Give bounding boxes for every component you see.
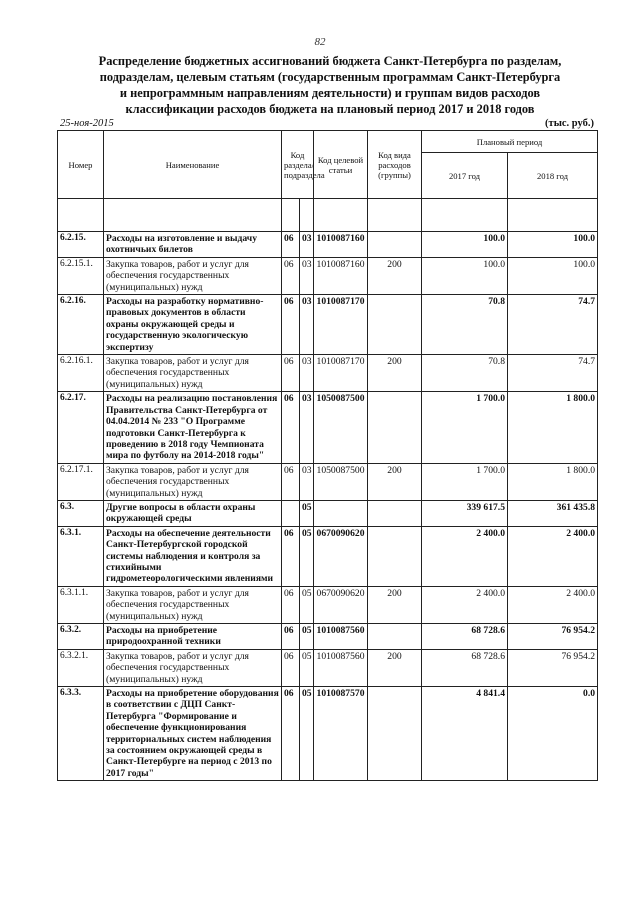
table-row bbox=[58, 232, 598, 258]
row-subsection-code: 03 bbox=[300, 257, 314, 294]
row-section-code: 06 bbox=[282, 295, 300, 355]
row-group-code bbox=[368, 687, 422, 781]
row-target-code: 1010087160 bbox=[314, 232, 368, 258]
row-target-code bbox=[314, 500, 368, 526]
row-subsection-code: 05 bbox=[300, 649, 314, 686]
row-name: Расходы на приобретение природоохранной техники bbox=[104, 624, 282, 650]
row-target-code: 0670090620 bbox=[314, 586, 368, 623]
row-section-code: 06 bbox=[282, 624, 300, 650]
header-year-2017: 2017 год bbox=[422, 153, 508, 199]
row-section-code: 06 bbox=[282, 232, 300, 258]
row-number: 6.2.16. bbox=[58, 295, 104, 355]
row-section-code: 06 bbox=[282, 649, 300, 686]
row-amount-2018: 1 800.0 bbox=[508, 392, 598, 463]
row-name: Закупка товаров, работ и услуг для обеспечения государственных (муниципальных) нужд bbox=[104, 463, 282, 500]
table-row bbox=[58, 295, 598, 355]
row-subsection-code: 05 bbox=[300, 586, 314, 623]
table-row bbox=[58, 649, 598, 686]
units-label: (тыс. руб.) bbox=[545, 118, 594, 129]
row-amount-2018: 76 954.2 bbox=[508, 649, 598, 686]
row-group-code bbox=[368, 295, 422, 355]
row-target-code: 1050087500 bbox=[314, 463, 368, 500]
header-number: Номер bbox=[58, 131, 104, 199]
row-subsection-code: 05 bbox=[300, 687, 314, 781]
row-group-code: 200 bbox=[368, 257, 422, 294]
header-planned-period: Плановый период bbox=[422, 131, 598, 153]
row-group-code: 200 bbox=[368, 586, 422, 623]
table-row bbox=[58, 257, 598, 294]
row-number: 6.3.1. bbox=[58, 526, 104, 586]
table-row bbox=[58, 526, 598, 586]
row-target-code: 1010087170 bbox=[314, 355, 368, 392]
row-target-code: 1010087160 bbox=[314, 257, 368, 294]
row-name: Расходы на изготовление и выдачу охотничьих билетов bbox=[104, 232, 282, 258]
row-target-code: 0670090620 bbox=[314, 526, 368, 586]
row-group-code: 200 bbox=[368, 355, 422, 392]
table-row bbox=[58, 687, 598, 781]
row-amount-2017: 68 728.6 bbox=[422, 624, 508, 650]
header-year-2018: 2018 год bbox=[508, 153, 598, 199]
table-row bbox=[58, 586, 598, 623]
row-amount-2018: 74.7 bbox=[508, 295, 598, 355]
row-amount-2017: 339 617.5 bbox=[422, 500, 508, 526]
row-name: Другие вопросы в области охраны окружающей среды bbox=[104, 500, 282, 526]
row-amount-2018: 76 954.2 bbox=[508, 624, 598, 650]
row-amount-2018: 100.0 bbox=[508, 257, 598, 294]
row-name: Закупка товаров, работ и услуг для обеспечения государственных (муниципальных) нужд bbox=[104, 649, 282, 686]
row-section-code: 06 bbox=[282, 687, 300, 781]
row-number: 6.2.17.1. bbox=[58, 463, 104, 500]
row-group-code bbox=[368, 624, 422, 650]
row-number: 6.3.2.1. bbox=[58, 649, 104, 686]
row-group-code bbox=[368, 526, 422, 586]
row-section-code: 06 bbox=[282, 586, 300, 623]
row-amount-2017: 4 841.4 bbox=[422, 687, 508, 781]
title-line: классификации расходов бюджета на плановый период 2017 и 2018 годов bbox=[125, 102, 535, 116]
row-name: Закупка товаров, работ и услуг для обеспечения государственных (муниципальных) нужд bbox=[104, 257, 282, 294]
row-number: 6.3. bbox=[58, 500, 104, 526]
row-number: 6.2.17. bbox=[58, 392, 104, 463]
row-subsection-code: 03 bbox=[300, 392, 314, 463]
row-number: 6.3.1.1. bbox=[58, 586, 104, 623]
row-amount-2018: 0.0 bbox=[508, 687, 598, 781]
row-name: Закупка товаров, работ и услуг для обеспечения государственных (муниципальных) нужд bbox=[104, 355, 282, 392]
row-subsection-code: 03 bbox=[300, 295, 314, 355]
title-line: подразделам, целевым статьям (государственным программам Санкт-Петербурга bbox=[99, 70, 561, 84]
row-amount-2017: 100.0 bbox=[422, 257, 508, 294]
row-subsection-code: 03 bbox=[300, 355, 314, 392]
row-name: Расходы на разработку нормативно-правовых документов в области охраны окружающей среды и государственную экологическую экспертизу bbox=[104, 295, 282, 355]
header-section-code: Код раздела/ подраздела bbox=[282, 131, 314, 199]
row-section-code: 06 bbox=[282, 392, 300, 463]
page-number: 82 bbox=[314, 36, 326, 48]
row-amount-2017: 1 700.0 bbox=[422, 463, 508, 500]
row-target-code: 1010087560 bbox=[314, 624, 368, 650]
row-name: Расходы на обеспечение деятельности Санкт-Петербургской городской системы наблюдения и контроля за стихийными гидрометеорологическими явлениями bbox=[104, 526, 282, 586]
row-subsection-code: 03 bbox=[300, 463, 314, 500]
table-row bbox=[58, 463, 598, 500]
table-body bbox=[58, 232, 598, 781]
row-amount-2018: 74.7 bbox=[508, 355, 598, 392]
row-section-code bbox=[282, 500, 300, 526]
header-target-code: Код целевой статьи bbox=[314, 131, 368, 199]
row-amount-2018: 100.0 bbox=[508, 232, 598, 258]
row-group-code: 200 bbox=[368, 463, 422, 500]
table-row bbox=[58, 392, 598, 463]
row-section-code: 06 bbox=[282, 355, 300, 392]
row-amount-2017: 2 400.0 bbox=[422, 526, 508, 586]
row-subsection-code: 05 bbox=[300, 526, 314, 586]
row-section-code: 06 bbox=[282, 463, 300, 500]
row-amount-2018: 2 400.0 bbox=[508, 586, 598, 623]
row-amount-2017: 70.8 bbox=[422, 355, 508, 392]
row-amount-2018: 2 400.0 bbox=[508, 526, 598, 586]
row-amount-2018: 1 800.0 bbox=[508, 463, 598, 500]
row-name: Расходы на приобретение оборудования в соответствии с ДЦП Санкт-Петербурга "Формирование и обеспечение функционирования территориальных систем наблюдения за состоянием окружающей среды в Санкт-Петербурге на период с 2013 по 2017 годы" bbox=[104, 687, 282, 781]
row-name: Закупка товаров, работ и услуг для обеспечения государственных (муниципальных) нужд bbox=[104, 586, 282, 623]
row-subsection-code: 05 bbox=[300, 624, 314, 650]
row-amount-2017: 2 400.0 bbox=[422, 586, 508, 623]
row-amount-2017: 1 700.0 bbox=[422, 392, 508, 463]
row-group-code bbox=[368, 392, 422, 463]
row-amount-2018: 361 435.8 bbox=[508, 500, 598, 526]
row-subsection-code: 03 bbox=[300, 232, 314, 258]
row-group-code bbox=[368, 232, 422, 258]
table-row bbox=[58, 355, 598, 392]
title-line: и непрограммным направлениям деятельности) и группам видов расходов bbox=[119, 86, 541, 100]
row-number: 6.2.15.1. bbox=[58, 257, 104, 294]
row-group-code bbox=[368, 500, 422, 526]
table-row bbox=[58, 500, 598, 526]
header-name: Наименование bbox=[104, 131, 282, 199]
document-date: 25-ноя-2015 bbox=[60, 118, 114, 129]
row-target-code: 1010087170 bbox=[314, 295, 368, 355]
budget-table bbox=[57, 130, 598, 781]
row-target-code: 1010087560 bbox=[314, 649, 368, 686]
row-number: 6.3.2. bbox=[58, 624, 104, 650]
row-subsection-code: 05 bbox=[300, 500, 314, 526]
document-title bbox=[60, 53, 600, 117]
row-group-code: 200 bbox=[368, 649, 422, 686]
header-group-code: Код вида расходов (группы) bbox=[368, 131, 422, 199]
table-row bbox=[58, 624, 598, 650]
row-target-code: 1010087570 bbox=[314, 687, 368, 781]
row-amount-2017: 100.0 bbox=[422, 232, 508, 258]
row-name: Расходы на реализацию постановления Правительства Санкт-Петербурга от 04.04.2014 № 233 "О Программе подготовки Санкт-Петербурга к проведению в 2018 году Чемпионата мира по футболу на 2014-2018 годы" bbox=[104, 392, 282, 463]
row-section-code: 06 bbox=[282, 526, 300, 586]
row-section-code: 06 bbox=[282, 257, 300, 294]
header-spacer-row bbox=[58, 199, 598, 232]
row-number: 6.2.16.1. bbox=[58, 355, 104, 392]
title-line: Распределение бюджетных ассигнований бюджета Санкт-Петербурга по разделам, bbox=[98, 54, 562, 68]
row-amount-2017: 70.8 bbox=[422, 295, 508, 355]
row-number: 6.3.3. bbox=[58, 687, 104, 781]
row-amount-2017: 68 728.6 bbox=[422, 649, 508, 686]
row-number: 6.2.15. bbox=[58, 232, 104, 258]
row-target-code: 1050087500 bbox=[314, 392, 368, 463]
